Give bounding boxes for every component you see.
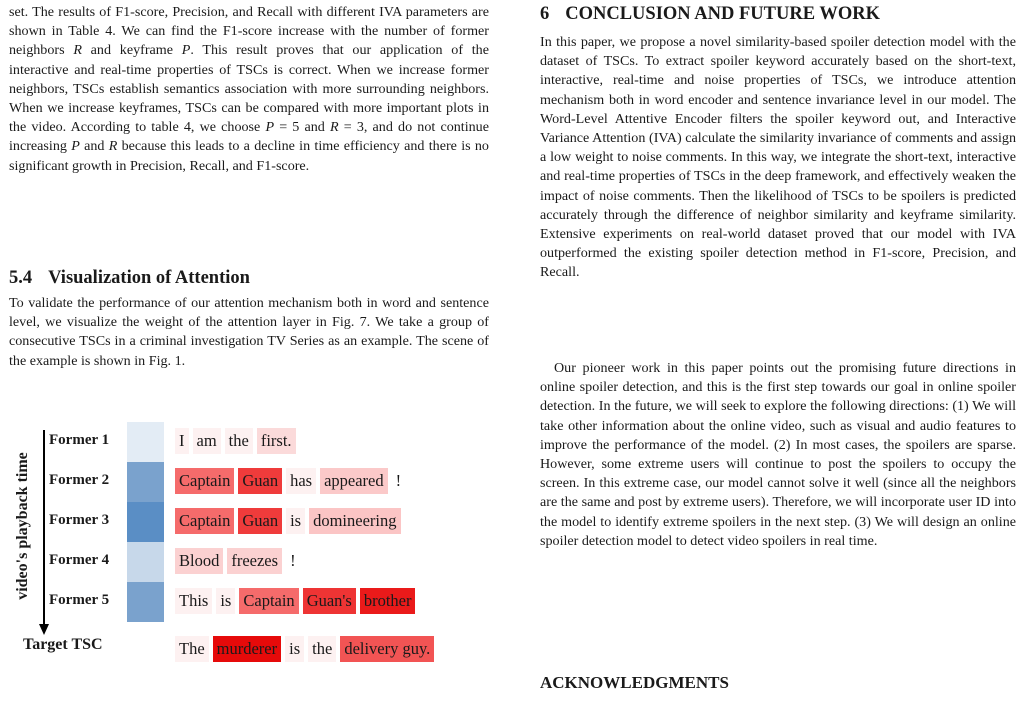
playback-time-axis-label: video's playback time <box>14 452 31 600</box>
word-attention-token: ! <box>286 548 300 574</box>
sentence-weight-cell <box>127 502 164 542</box>
word-attention-token: Blood <box>175 548 223 574</box>
word-attention-token: has <box>286 468 316 494</box>
section-5-4-heading <box>9 267 489 289</box>
target-attention-token: delivery guy. <box>340 636 434 662</box>
sentence-weight-cell <box>127 462 164 502</box>
token-list <box>175 588 415 616</box>
acknowledgments-heading: ACKNOWLEDGMENTS <box>540 673 729 692</box>
word-attention-token: This <box>175 588 212 614</box>
former-row-label: Former 1 <box>49 432 110 448</box>
word-attention-token: domineering <box>309 508 400 534</box>
section-number: 6 <box>540 4 550 24</box>
word-attention-token: Guan <box>238 508 282 534</box>
word-attention-token: Guan's <box>303 588 356 614</box>
word-attention-token: Captain <box>175 468 234 494</box>
conclusion-paragraph-2: Our pioneer work in this paper points out the promising future directions in online spoiler detection, and this is the first step towards our goal in online spoiler detection. In the future, we will seek to explore the following directions: (1) We will take other information about the online video, such as visual and audio features to improve the performance of the model. (2) In most cases, the spoilers are sparse. However, some extreme users will continue to post the spoilers to occupy the screen. In this extreme case, our model cannot solve it well (since all the neighbors are the same and post by extreme users). Therefore, we will incorporate user ID into the model to identify extreme spoilers in the next step. (3) We will design an online spoiler detection model to detect video spoilers in real time. <box>540 360 1016 549</box>
word-attention-token: brother <box>360 588 416 614</box>
section-number: 5.4 <box>9 268 33 288</box>
word-attention-token: the <box>225 428 253 454</box>
word-attention-token: freezes <box>227 548 282 574</box>
sentence-weight-cell <box>127 422 164 462</box>
word-attention-token: is <box>216 588 235 614</box>
word-attention-token: Guan <box>238 468 282 494</box>
sentence-weight-cell <box>127 582 164 622</box>
token-list <box>175 508 401 536</box>
conclusion-paragraph-1: In this paper, we propose a novel similarity-based spoiler detection model with the dataset of TSCs. To extract spoiler keyword accurately based on the short-text, interactive, real-time and noise properties of TSCs, we introduce attention mechanism both in word encoder and sentence invariance level in our model. The Word-Level Attentive Encoder filters the spoiler keyword out, and Interactive Variance Attention (IVA) calculate the similarity invariance of comments and assign a low weight to noise comments. In this way, we integrate the short-text, interactive and real-time properties of TSCs in the deep framework, and effectively weaken the impact of noise comments. Then the likelihood of TSCs to be spoilers is predicted accurately through the difference of neighbor similarity and keyframe similarity. Extensive experiments on real-world dataset proved that our model with IVA outperformed the existing spoiler detection method in F1-score, Precision, and Recall. <box>540 34 1016 281</box>
word-attention-token: appeared <box>320 468 388 494</box>
visualization-paragraph: To validate the performance of our attention mechanism both in word and sentence level, we visualize the weight of the attention layer in Fig. 7. We take a group of consecutive TSCs in a criminal investigation TV Series as an example. The scene of the example is shown in Fig. 1. <box>9 295 489 369</box>
former-row-label: Former 5 <box>49 592 110 608</box>
former-row-label: Former 4 <box>49 552 110 568</box>
word-attention-token: first. <box>257 428 296 454</box>
sentence-weight-cell <box>127 542 164 582</box>
section-title: CONCLUSION AND FUTURE WORK <box>565 4 880 24</box>
target-attention-token: murderer <box>213 636 281 662</box>
word-attention-token: am <box>193 428 221 454</box>
target-attention-token: The <box>175 636 209 662</box>
token-list <box>175 468 405 496</box>
section-6-heading <box>540 3 1016 25</box>
word-attention-token: ! <box>392 468 406 494</box>
target-tsc-label: Target TSC <box>23 636 103 653</box>
playback-time-arrow <box>39 430 49 636</box>
token-list <box>175 428 296 456</box>
word-attention-token: Captain <box>175 508 234 534</box>
results-paragraph: set. The results of F1-score, Precision, and Recall with different IVA parameters are shown in Table 4. We can find the F1-score increase with the number of former neighbors R and keyframe P. This result proves that our application of the interactive and real-time properties of TSCs is correct. When we increase former neighbors, TSCs establish semantics association with more surrounding neighbors. When we increase keyframes, TSCs can be compared with more important plots in the video. According to table 4, we choose P = 5 and R = 3, and do not continue increasing P and R because this leads to a decline in time efficiency and there is no significant growth in Precision, Recall, and F1-score. <box>9 4 489 174</box>
target-attention-token: is <box>285 636 304 662</box>
token-list <box>175 548 300 576</box>
former-row-label: Former 3 <box>49 512 110 528</box>
target-tsc-tokens <box>175 636 434 664</box>
target-attention-token: the <box>308 636 336 662</box>
word-attention-token: is <box>286 508 305 534</box>
former-row-label: Former 2 <box>49 472 110 488</box>
section-title: Visualization of Attention <box>48 268 250 288</box>
attention-figure <box>9 400 489 700</box>
word-attention-token: I <box>175 428 189 454</box>
word-attention-token: Captain <box>239 588 298 614</box>
